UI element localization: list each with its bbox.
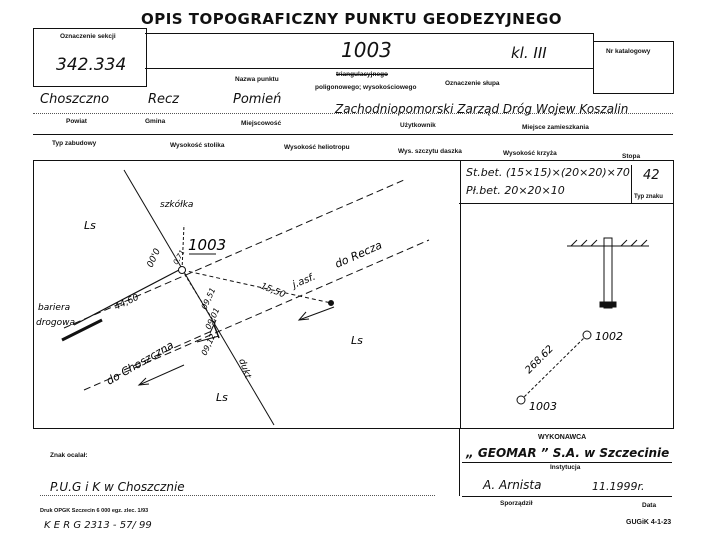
measure-line-up	[182, 225, 184, 270]
point-1003-label: 1003	[529, 400, 557, 413]
monument-diagram	[459, 204, 673, 428]
signature-rule	[462, 496, 672, 497]
network-line1: triangulacyjnego	[336, 71, 389, 78]
szkolka-label: szkółka	[160, 200, 194, 210]
do-choszczna-label: do Choszczna	[104, 338, 177, 388]
contractor-divider	[459, 428, 460, 496]
uzytkownik-value: Zachodniopomorski Zarząd Dróg Wojew Koszalin	[335, 102, 629, 116]
point-number: 1003	[341, 38, 392, 62]
point-1002-label: 1002	[595, 330, 623, 343]
point-1003-marker	[517, 396, 525, 404]
marker-line2: Pł.bet. 20×20×10	[466, 184, 565, 197]
reference-number: K E R G 2313 - 57/ 99	[44, 520, 152, 531]
print-info: Druk OPGK Szczecin 6 000 egz. zlec. 1/93	[40, 508, 149, 514]
heliotrop-label: Wysokość heliotropu	[284, 144, 350, 151]
point-1002-marker	[583, 331, 591, 339]
bottom-rule	[33, 428, 673, 429]
drogowa-label: drogowa	[36, 318, 76, 328]
institution-label: Instytucja	[550, 464, 581, 471]
asphalt-label: j.asf.	[291, 271, 318, 291]
marker-line1: St.bet. (15×15)×(20×20)×70	[466, 166, 630, 179]
pillar-shape	[604, 238, 612, 308]
location-rule	[33, 113, 673, 114]
point-name-label: Nazwa punktu	[235, 76, 279, 83]
form-code: GUGiK 4-1-23	[626, 519, 672, 526]
date-value: 11.1999r.	[592, 480, 645, 493]
measure-m4: 15,50	[258, 281, 287, 301]
measure-m2: 0,71	[171, 248, 187, 266]
powiat-value: Choszczno	[40, 92, 110, 107]
date-label: Data	[642, 502, 657, 509]
reference-point	[329, 301, 334, 306]
stopa-label: Stopa	[622, 153, 641, 160]
do-recza-label: do Recza	[332, 238, 385, 271]
measure-m5: 09,51	[199, 286, 218, 311]
ground-hatching	[571, 240, 647, 246]
network-line2: poligonowego; wysokościowego	[315, 84, 417, 91]
szczyt-label: Wys. szczytu daszka	[398, 148, 462, 155]
notes-label: Znak ocalał:	[50, 452, 88, 459]
gmina-value: Recz	[148, 92, 180, 107]
base-plate	[600, 302, 616, 307]
powiat-label: Powiat	[66, 118, 87, 125]
contractor-name: „ GEOMAR ” S.A. w Szczecinie	[466, 446, 670, 460]
bariera-label: bariera	[38, 303, 71, 313]
ls-label-1: Ls	[84, 219, 96, 232]
author-label: Sporządził	[500, 500, 533, 507]
marker-divider	[631, 165, 632, 203]
point-1003-symbol	[179, 267, 186, 274]
location-sketch	[34, 160, 459, 428]
miejscowosc-label: Miejscowość	[241, 120, 282, 127]
form-title: OPIS TOPOGRAFICZNY PUNKTU GEODEZYJNEGO	[140, 10, 563, 28]
point-class: kl. III	[511, 44, 547, 62]
sheet-label: Oznaczenie sekcji	[60, 33, 116, 40]
miejscowosc-value: Pomień	[233, 92, 282, 107]
catalog-label: Nr katalogowy	[606, 48, 651, 55]
stolik-label: Wysokość stolika	[170, 142, 225, 149]
mark-row-top-rule	[33, 134, 673, 135]
measure-m6: 09,01	[203, 306, 222, 331]
institution-rule	[462, 462, 672, 463]
krzyz-label: Wysokość krzyża	[503, 150, 557, 157]
gmina-label: Gmina	[145, 118, 166, 125]
pillar-label: Oznaczenie słupa	[445, 80, 500, 87]
dukt-label: dukt	[236, 357, 253, 380]
notes-value: P.U.G i K w Choszcznie	[50, 480, 185, 494]
marker-type-label: Typ znaku	[634, 194, 663, 200]
point-box	[145, 33, 594, 69]
sheet-box	[33, 28, 147, 87]
measure-m3: 44,60	[113, 292, 141, 313]
arrow-choszczna	[139, 365, 184, 385]
measure-m1: 00'0	[145, 247, 164, 270]
ls-label-3: Ls	[216, 391, 228, 404]
uzytkownik-label: Użytkownik	[400, 122, 436, 129]
notes-rule	[40, 495, 435, 496]
author-value: A. Arnista	[483, 478, 542, 492]
catalog-box	[593, 41, 674, 94]
contractor-label: WYKONAWCA	[538, 434, 587, 441]
sketch-point-label: 1003	[188, 236, 227, 254]
ls-label-2: Ls	[351, 334, 363, 347]
marker-type-number: 42	[643, 168, 660, 183]
sheet-value: 342.334	[56, 55, 127, 75]
miejsce-label: Miejsce zamieszkania	[522, 124, 589, 131]
typ-zabudowy-label: Typ zabudowy	[52, 140, 97, 147]
distance-value: 268.62	[523, 343, 556, 377]
measure-m7: 09,12	[199, 332, 218, 357]
